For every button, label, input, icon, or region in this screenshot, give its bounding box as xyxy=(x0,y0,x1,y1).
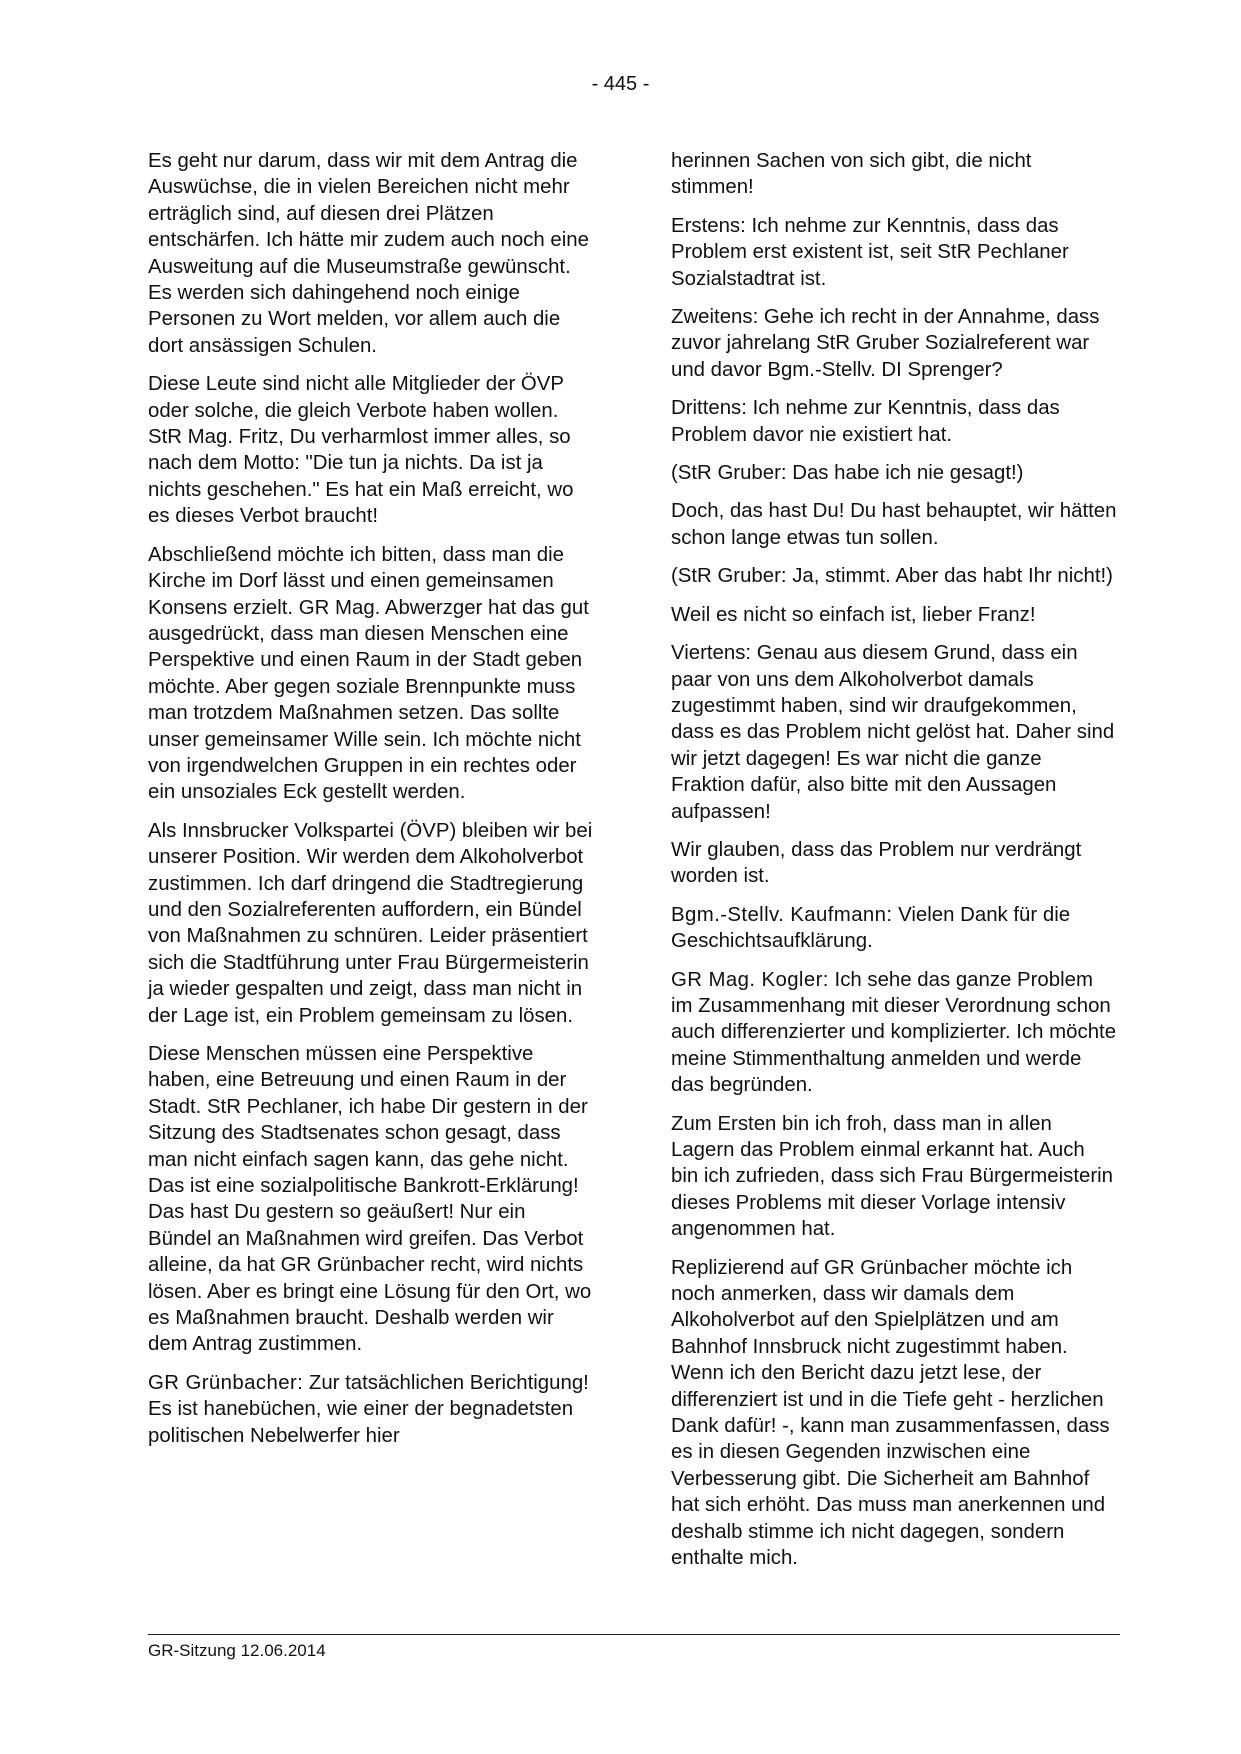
speech-text: Zur tatsächlichen Berichtigung! Es ist hanebüchen, wie einer der begnadetsten politischen Nebelwerfer hier xyxy=(148,1371,589,1447)
speaker-name: GR Grünbacher: xyxy=(148,1371,304,1394)
paragraph: Viertens: Genau aus diesem Grund, dass ein paar von uns dem Alkoholverbot damals zugestimmt haben, sind wir draufgekommen, dass es das Problem nicht gelöst hat. Daher sind wir jetzt dagegen! Es war nicht die ganze Fraktion dafür, also bitte mit den Aussagen aufpassen! xyxy=(671,642,1115,823)
paragraph: Abschließend möchte ich bitten, dass man die Kirche im Dorf lässt und einen gemeinsamen Konsens erzielt. GR Mag. Abwerzger hat das gut ausgedrückt, dass man diesen Menschen eine Perspektive und einen Raum in der Stadt geben möchte. Aber gegen soziale Brennpunkte muss man trotzdem Maßnahmen setzen. Das sollte unser gemeinsamer Wille sein. Ich möchte nicht von irgendwelchen Gruppen in ein rechtes oder ein unsoziales Eck gestellt werden. xyxy=(148,543,589,804)
paragraph: Weil es nicht so einfach ist, lieber Franz! xyxy=(671,603,1036,626)
paragraph: Diese Leute sind nicht alle Mitglieder der ÖVP oder solche, die gleich Verbote haben wollen. StR Mag. Fritz, Du verharmlost immer alles, so nach dem Motto: "Die tun ja nichts. Da ist ja nichts geschehen." Es hat ein Maß erreicht, wo es dieses Verbot braucht! xyxy=(148,373,574,528)
paragraph: Zum Ersten bin ich froh, dass man in allen Lagern das Problem einmal erkannt hat. Auch bin ich zufrieden, dass sich Frau Bürgermeisterin dieses Problems mit dieser Vorlage intensiv angenommen hat. xyxy=(671,1112,1113,1241)
speech-paragraph xyxy=(671,967,1117,1099)
speech-text: Vielen Dank für die Geschichtsaufklärung. xyxy=(671,903,1071,953)
footer-divider xyxy=(148,1634,1120,1635)
speaker-name: GR Mag. Kogler: xyxy=(671,968,829,991)
paragraph: Zweitens: Gehe ich recht in der Annahme, dass zuvor jahrelang StR Gruber Sozialreferent war und davor Bgm.-Stellv. DI Sprenger? xyxy=(671,306,1100,381)
paragraph: Doch, das hast Du! Du hast behauptet, wir hätten schon lange etwas tun sollen. xyxy=(671,500,1117,549)
right-column xyxy=(671,148,1117,1584)
interjection: (StR Gruber: Das habe ich nie gesagt!) xyxy=(671,462,1024,485)
paragraph: Diese Menschen müssen eine Perspektive haben, eine Betreuung und einen Raum in der Stadt. StR Pechlaner, ich habe Dir gestern in der Sitzung des Stadtsenates schon gesagt, dass man nicht einfach sagen kann, das gehe nicht. Das ist eine sozialpolitische Bankrott-Erklärung! Das hast Du gestern so geäußert! Nur ein Bündel an Maßnahmen wird greifen. Das Verbot alleine, da hat GR Grünbacher recht, wird nichts lösen. Aber es bringt eine Lösung für den Ort, wo es Maßnahmen braucht. Deshalb werden wir dem Antrag zustimmen. xyxy=(148,1043,592,1356)
left-column xyxy=(148,148,594,1461)
speech-paragraph xyxy=(671,902,1117,955)
paragraph: Erstens: Ich nehme zur Kenntnis, dass das Problem erst existent ist, seit StR Pechlaner Sozialstadtrat ist. xyxy=(671,214,1069,290)
paragraph: Replizierend auf GR Grünbacher möchte ich noch anmerken, dass wir damals dem Alkoholverbot auf den Spielplätzen und am Bahnhof Innsbruck nicht zugestimmt haben. Wenn ich den Bericht dazu jetzt lese, der differenziert ist und in die Tiefe geht - herzlichen Dank dafür! -, kann man zusammenfassen, dass es in diesen Gegenden inzwischen eine Verbesserung gibt. Die Sicherheit am Bahnhof hat sich erhöht. Das muss man anerkennen und deshalb stimme ich nicht dagegen, sondern enthalte mich. xyxy=(671,1256,1110,1570)
footer-session-date: GR-Sitzung 12.06.2014 xyxy=(148,1641,326,1660)
paragraph: Es geht nur darum, dass wir mit dem Antrag die Auswüchse, die in vielen Bereichen nicht mehr erträglich sind, auf diesen drei Plätzen entschärfen. Ich hätte mir zudem auch noch eine Ausweitung auf die Museumstraße gewünscht. Es werden sich dahingehend noch einige Personen zu Wort melden, vor allem auch die dort ansässigen Schulen. xyxy=(148,150,589,357)
paragraph: Als Innsbrucker Volkspartei (ÖVP) bleiben wir bei unserer Position. Wir werden dem Alkoholverbot zustimmen. Ich darf dringend die Stadtregierung und den Sozialreferenten auffordern, ein Bündel von Maßnahmen zu schnüren. Leider präsentiert sich die Stadtführung unter Frau Bürgermeisterin ja wieder gespalten und zeigt, dass man nicht in der Lage ist, ein Problem gemeinsam zu lösen. xyxy=(148,819,593,1027)
speech-text: Ich sehe das ganze Problem im Zusammenhang mit dieser Verordnung schon auch differenzierter und komplizierter. Ich möchte meine Stimmenthaltung anmelden und werde das begründen. xyxy=(671,968,1117,1097)
paragraph: Drittens: Ich nehme zur Kenntnis, dass das Problem davor nie existiert hat. xyxy=(671,397,1060,446)
interjection: (StR Gruber: Ja, stimmt. Aber das habt Ihr nicht!) xyxy=(671,565,1113,588)
speaker-name: Bgm.-Stellv. Kaufmann: xyxy=(671,903,893,926)
speech-paragraph xyxy=(148,1370,594,1449)
paragraph: herinnen Sachen von sich gibt, die nicht stimmen! xyxy=(671,150,1032,199)
page-number: - 445 - xyxy=(591,73,650,95)
paragraph: Wir glauben, dass das Problem nur verdrängt worden ist. xyxy=(671,838,1082,888)
